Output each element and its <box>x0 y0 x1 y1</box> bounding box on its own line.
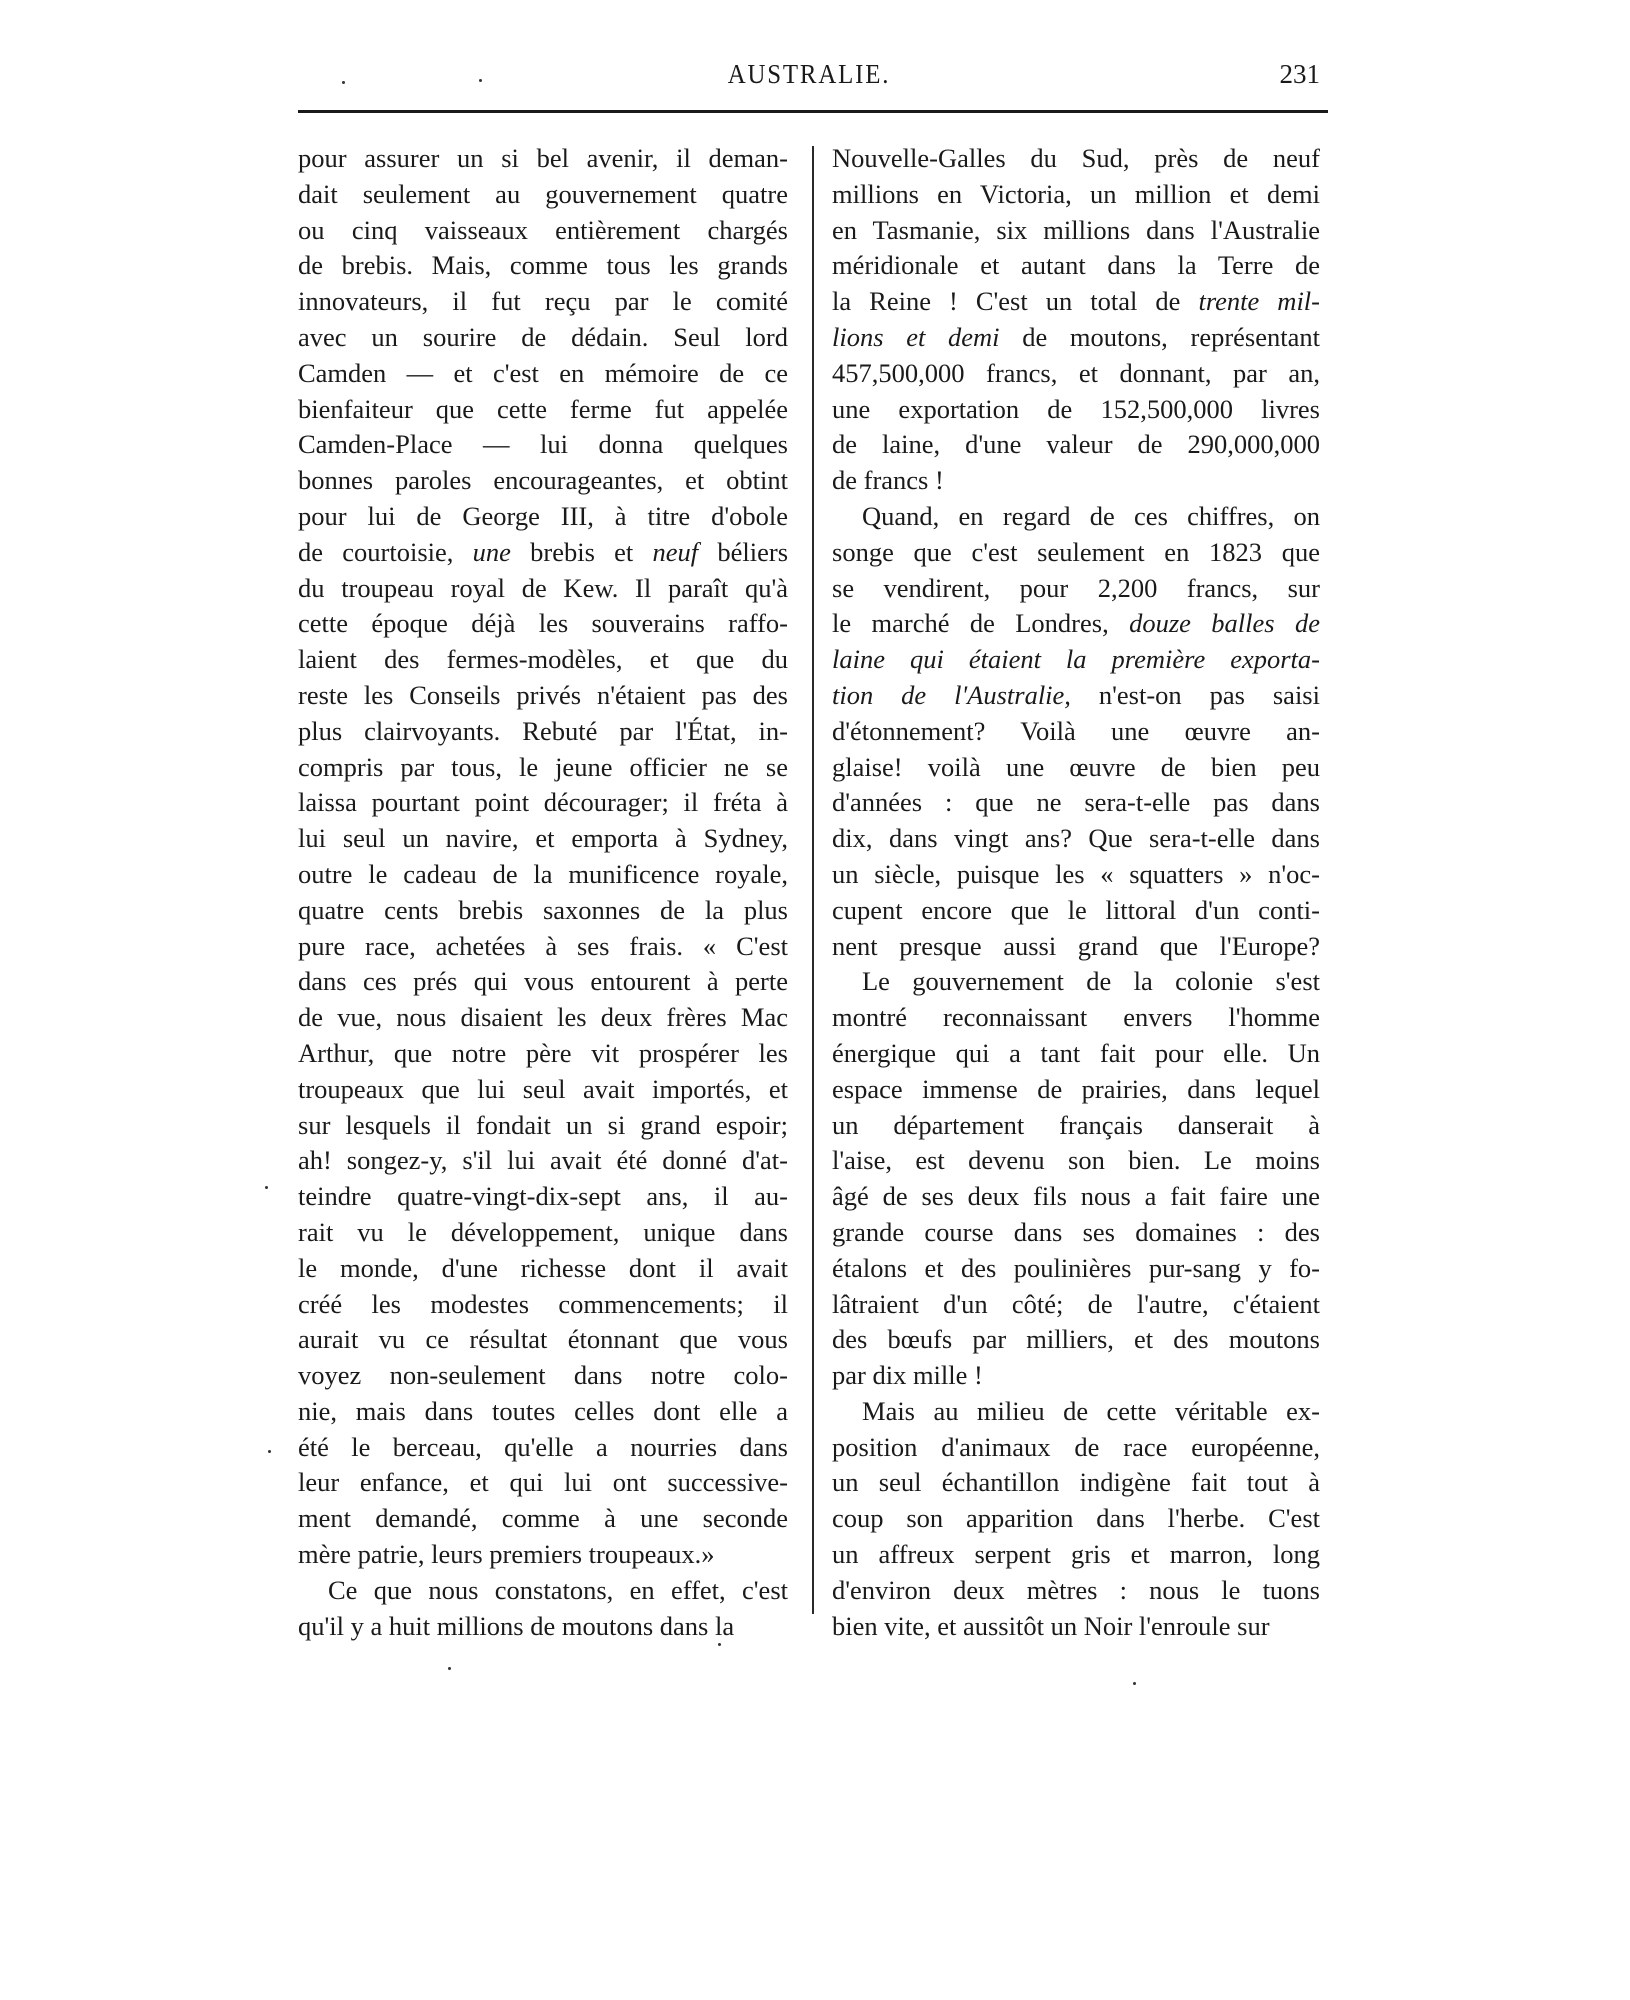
text-line: cette époque déjà les souverains raffo- <box>298 608 788 639</box>
text-line: tion de l'Australie, n'est-on pas saisi <box>832 679 1320 710</box>
text-line: espace immense de prairies, dans lequel <box>832 1073 1320 1104</box>
text-line: énergique qui a tant fait pour elle. Un <box>832 1037 1320 1068</box>
text-line: Mais au milieu de cette véritable ex- <box>862 1395 1320 1426</box>
text-line: un siècle, puisque les « squatters » n'oc- <box>832 858 1320 889</box>
text-line: étalons et des poulinières pur-sang y fo- <box>832 1252 1320 1283</box>
text-line: reste les Conseils privés n'étaient pas des <box>298 679 788 710</box>
running-title: AUSTRALIE. <box>727 59 891 89</box>
text-line: ment demandé, comme à une seconde <box>298 1503 788 1534</box>
text-line: qu'il y a huit millions de moutons dans la <box>298 1610 735 1641</box>
text-line: laient des fermes-modèles, et que du <box>298 644 788 675</box>
text-line: en Tasmanie, six millions dans l'Australie <box>832 214 1320 245</box>
text-line: sur lesquels il fondait un si grand espoir; <box>298 1109 788 1140</box>
text-line: laine qui étaient la première exporta- <box>832 644 1320 675</box>
text-line: l'aise, est devenu son bien. Le moins <box>832 1145 1320 1176</box>
text-line: songe que c'est seulement en 1823 que <box>832 536 1320 567</box>
text-line: bienfaiteur que cette ferme fut appelée <box>298 393 788 424</box>
text-line: méridionale et autant dans la Terre de <box>832 250 1320 281</box>
text-line: Nouvelle-Galles du Sud, près de neuf <box>832 143 1320 173</box>
text-line: cupent encore que le littoral d'un conti- <box>832 894 1320 925</box>
scan-speck <box>1133 1682 1136 1685</box>
text-line: été le berceau, qu'elle a nourries dans <box>298 1431 788 1462</box>
text-line: montré reconnaissant envers l'homme <box>832 1002 1320 1033</box>
text-line: la Reine ! C'est un total de trente mil- <box>832 286 1320 317</box>
text-line: se vendirent, pour 2,200 francs, sur <box>832 572 1320 603</box>
text-line: une exportation de 152,500,000 livres <box>832 393 1320 424</box>
text-line: outre le cadeau de la munificence royale, <box>298 858 788 889</box>
text-line: aurait vu ce résultat étonnant que vous <box>298 1324 788 1355</box>
text-line: d'étonnement? Voilà une œuvre an- <box>832 715 1320 746</box>
text-line: du troupeau royal de Kew. Il paraît qu'à <box>298 572 788 603</box>
text-line: coup son apparition dans l'herbe. C'est <box>832 1503 1320 1534</box>
text-line: rait vu le développement, unique dans <box>298 1216 788 1247</box>
text-line: d'environ deux mètres : nous le tuons <box>832 1574 1320 1605</box>
text-line: bien vite, et aussitôt un Noir l'enroule sur <box>832 1610 1270 1641</box>
text-line: plus clairvoyants. Rebuté par l'État, in- <box>298 715 788 746</box>
text-line: dait seulement au gouvernement quatre <box>298 178 788 209</box>
scan-speck <box>718 1643 721 1646</box>
text-line: Quand, en regard de ces chiffres, on <box>862 500 1320 531</box>
scan-speck <box>448 1667 451 1670</box>
text-line: nie, mais dans toutes celles dont elle a <box>298 1395 788 1426</box>
text-line: d'années : que ne sera-t-elle pas dans <box>832 787 1320 818</box>
text-line: dans ces prés qui vous entourent à perte <box>298 966 788 997</box>
text-line: bonnes paroles encourageantes, et obtint <box>298 465 788 496</box>
scan-speck <box>479 79 482 82</box>
text-line: leur enfance, et qui lui ont successive- <box>298 1467 788 1498</box>
text-line: un seul échantillon indigène fait tout à <box>832 1467 1320 1498</box>
text-line: des bœufs par milliers, et des moutons <box>832 1324 1320 1355</box>
text-line: de courtoisie, une brebis et neuf béliers <box>298 536 789 567</box>
text-line: ou cinq vaisseaux entièrement chargés <box>298 214 788 245</box>
text-line: position d'animaux de race européenne, <box>832 1431 1320 1462</box>
text-line: laissa pourtant point décourager; il fréta à <box>298 787 788 818</box>
text-line: troupeaux que lui seul avait importés, et <box>298 1073 788 1104</box>
text-line: Camden-Place — lui donna quelques <box>298 429 788 460</box>
text-line: pour assurer un si bel avenir, il deman- <box>298 143 788 173</box>
text-line: quatre cents brebis saxonnes de la plus <box>298 894 788 925</box>
text-line: innovateurs, il fut reçu par le comité <box>298 286 788 317</box>
text-line: de brebis. Mais, comme tous les grands <box>298 250 788 281</box>
text-line: lions et demi de moutons, représentant <box>832 321 1320 352</box>
text-line: le monde, d'une richesse dont il avait <box>298 1252 788 1283</box>
text-line: lâtraient d'un côté; de l'autre, c'étaient <box>832 1288 1320 1319</box>
text-line: lui seul un navire, et emporta à Sydney, <box>298 823 788 854</box>
text-line: glaise! voilà une œuvre de bien peu <box>832 751 1320 782</box>
text-line: Arthur, que notre père vit prospérer les <box>298 1037 788 1068</box>
text-line: Camden — et c'est en mémoire de ce <box>298 357 788 388</box>
text-line: 457,500,000 francs, et donnant, par an, <box>832 357 1320 388</box>
page-header <box>298 52 1320 96</box>
text-line: créé les modestes commencements; il <box>298 1288 788 1319</box>
text-line: le marché de Londres, douze balles de <box>832 608 1320 639</box>
text-line: Ce que nous constatons, en effet, c'est <box>328 1574 788 1605</box>
text-line: grande course dans ses domaines : des <box>832 1216 1320 1247</box>
text-line: compris par tous, le jeune officier ne se <box>298 751 788 782</box>
text-line: âgé de ses deux fils nous a fait faire une <box>832 1181 1320 1212</box>
text-line: par dix mille ! <box>832 1360 983 1391</box>
scan-speck <box>342 81 345 84</box>
right-column <box>832 141 1320 1644</box>
text-line: mère patrie, leurs premiers troupeaux.» <box>298 1539 715 1570</box>
text-line: avec un sourire de dédain. Seul lord <box>298 321 788 352</box>
text-line: de francs ! <box>832 465 944 496</box>
page-number: 231 <box>1279 59 1320 89</box>
text-line: pour lui de George III, à titre d'obole <box>298 500 788 531</box>
text-line: pure race, achetées à ses frais. « C'est <box>298 930 788 961</box>
text-line: de laine, d'une valeur de 290,000,000 <box>832 429 1320 460</box>
header-rule <box>298 110 1328 113</box>
text-line: un département français danserait à <box>832 1109 1320 1140</box>
text-line: teindre quatre-vingt-dix-sept ans, il au- <box>298 1181 788 1212</box>
scan-speck <box>265 1186 268 1189</box>
text-line: nent presque aussi grand que l'Europe? <box>832 930 1320 961</box>
text-line: millions en Victoria, un million et demi <box>832 178 1320 209</box>
scan-speck <box>268 1450 271 1453</box>
text-line: un affreux serpent gris et marron, long <box>832 1539 1320 1570</box>
column-divider <box>812 146 814 1614</box>
text-line: voyez non-seulement dans notre colo- <box>298 1360 788 1391</box>
text-line: dix, dans vingt ans? Que sera-t-elle dans <box>832 823 1320 854</box>
text-line: de vue, nous disaient les deux frères Mac <box>298 1002 788 1033</box>
text-line: Le gouvernement de la colonie s'est <box>862 966 1320 997</box>
text-line: ah! songez-y, s'il lui avait été donné d'at- <box>298 1145 788 1176</box>
left-column <box>298 141 788 1644</box>
